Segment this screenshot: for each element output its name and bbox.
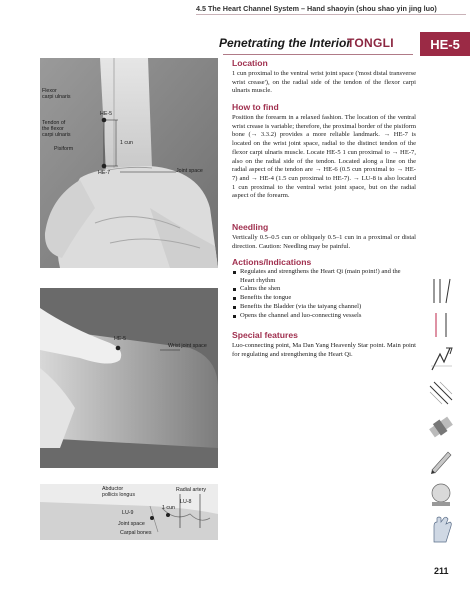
- title-rule: [223, 54, 413, 55]
- actions-item: Opens the channel and luo-connecting vessels: [232, 312, 416, 321]
- moxa-cone-icon: [426, 480, 456, 510]
- label-wrist-joint-space: Wrist joint space: [168, 343, 207, 349]
- figure-wrist-photo: [40, 288, 218, 468]
- actions-item: Benefits the tongue: [232, 294, 416, 303]
- header-rule: [196, 14, 466, 15]
- label-pisiform: Pisiform: [54, 146, 74, 152]
- press-needle-icon: [426, 412, 456, 442]
- heading-how-to-find: How to find: [232, 102, 279, 112]
- label-one-cun: 1 cun: [120, 140, 133, 146]
- point-title: Penetrating the Interior: [219, 36, 352, 50]
- actions-item: Benefits the Bladder (via the taiyang channel): [232, 303, 416, 312]
- figure-palm-photo: [40, 58, 218, 268]
- label-joint-space-fig3: Joint space: [118, 521, 145, 527]
- heading-actions: Actions/Indications: [232, 257, 312, 267]
- text-needling: Vertically 0.5–0.5 cun or obliquely 0.5–1 cun in a proximal or distal direction. Caution: Needling may be painful.: [232, 234, 416, 250]
- label-lu8: LU-8: [180, 499, 192, 505]
- label-one-cun-fig3: 1 cun: [162, 505, 175, 511]
- wrist-illustration: [40, 288, 218, 468]
- figure-anatomy-sketch: [40, 484, 218, 540]
- heading-special-features: Special features: [232, 330, 298, 340]
- actions-item: Calms the shen: [232, 285, 416, 294]
- label-lu9: LU-9: [122, 510, 134, 516]
- needle-vertical-icon: [426, 276, 456, 306]
- needle-double-icon: [426, 310, 456, 340]
- electro-needle-icon: [426, 344, 456, 374]
- running-header: 4.5 The Heart Channel System – Hand shaoyin (shou shao yin jing luo): [196, 4, 437, 13]
- text-how-to-find: Position the forearm in a relaxed fashion. The location of the ventral wrist crease is variable; therefore, the proximal border of the pisiform bone (→ 3.3.2) provides a more reliable landmark. → HE-7 is located on the wrist joint space, radial to the distinct tendon of the flexor carpi ulnaris muscle. Locate HE-5 1 cun proximal to → HE-7, also on the radial side of the tendon. Located along a line on the radial aspect of the tendon are → HE-6 (0.5 cun proximal to → HE-7) and → HE-4 (1.5 cun proximal to HE-7). → LU-8 is also located 1 cun proximal to the ventral wrist joint space, but on the radial aspect of the forearm.: [232, 114, 417, 200]
- text-location: 1 cun proximal to the ventral wrist joint space ('most distal transverse wrist crease'), on the radial side of the tendon of the flexor carpi ulnaris muscle.: [232, 70, 416, 95]
- text-special-features: Luo-connecting point, Ma Dan Yang Heavenly Star point. Main point for regulating and strengthening the Heart Qi.: [232, 342, 416, 358]
- label-tendon-flexor: Tendon of the flexor carpi ulnaris: [42, 120, 71, 138]
- label-radial-artery: Radial artery: [176, 487, 207, 493]
- hand-acupressure-icon: [426, 514, 456, 544]
- point-pinyin: TONGLI: [347, 36, 394, 50]
- label-carpal-bones: Carpal bones: [120, 530, 152, 536]
- label-he7: HE-7: [98, 170, 111, 176]
- label-he5-fig2: HE-5: [114, 336, 127, 342]
- label-he5: HE-5: [100, 111, 113, 117]
- label-abductor: Abductor pollicis longus: [102, 486, 135, 498]
- label-joint-space: Joint space: [176, 168, 203, 174]
- point-code-badge: HE-5: [420, 32, 470, 56]
- heading-needling: Needling: [232, 222, 269, 232]
- actions-item: Regulates and strengthens the Heart Qi (main point!) and the Heart rhythm: [232, 268, 416, 285]
- laser-icon: [426, 378, 456, 408]
- pencil-icon: [426, 446, 456, 476]
- actions-list: [232, 268, 416, 320]
- label-flexor-carpi-ulnaris: Flexor carpi ulnaris: [42, 88, 71, 100]
- heading-location: Location: [232, 58, 268, 68]
- page-number: 211: [434, 566, 449, 576]
